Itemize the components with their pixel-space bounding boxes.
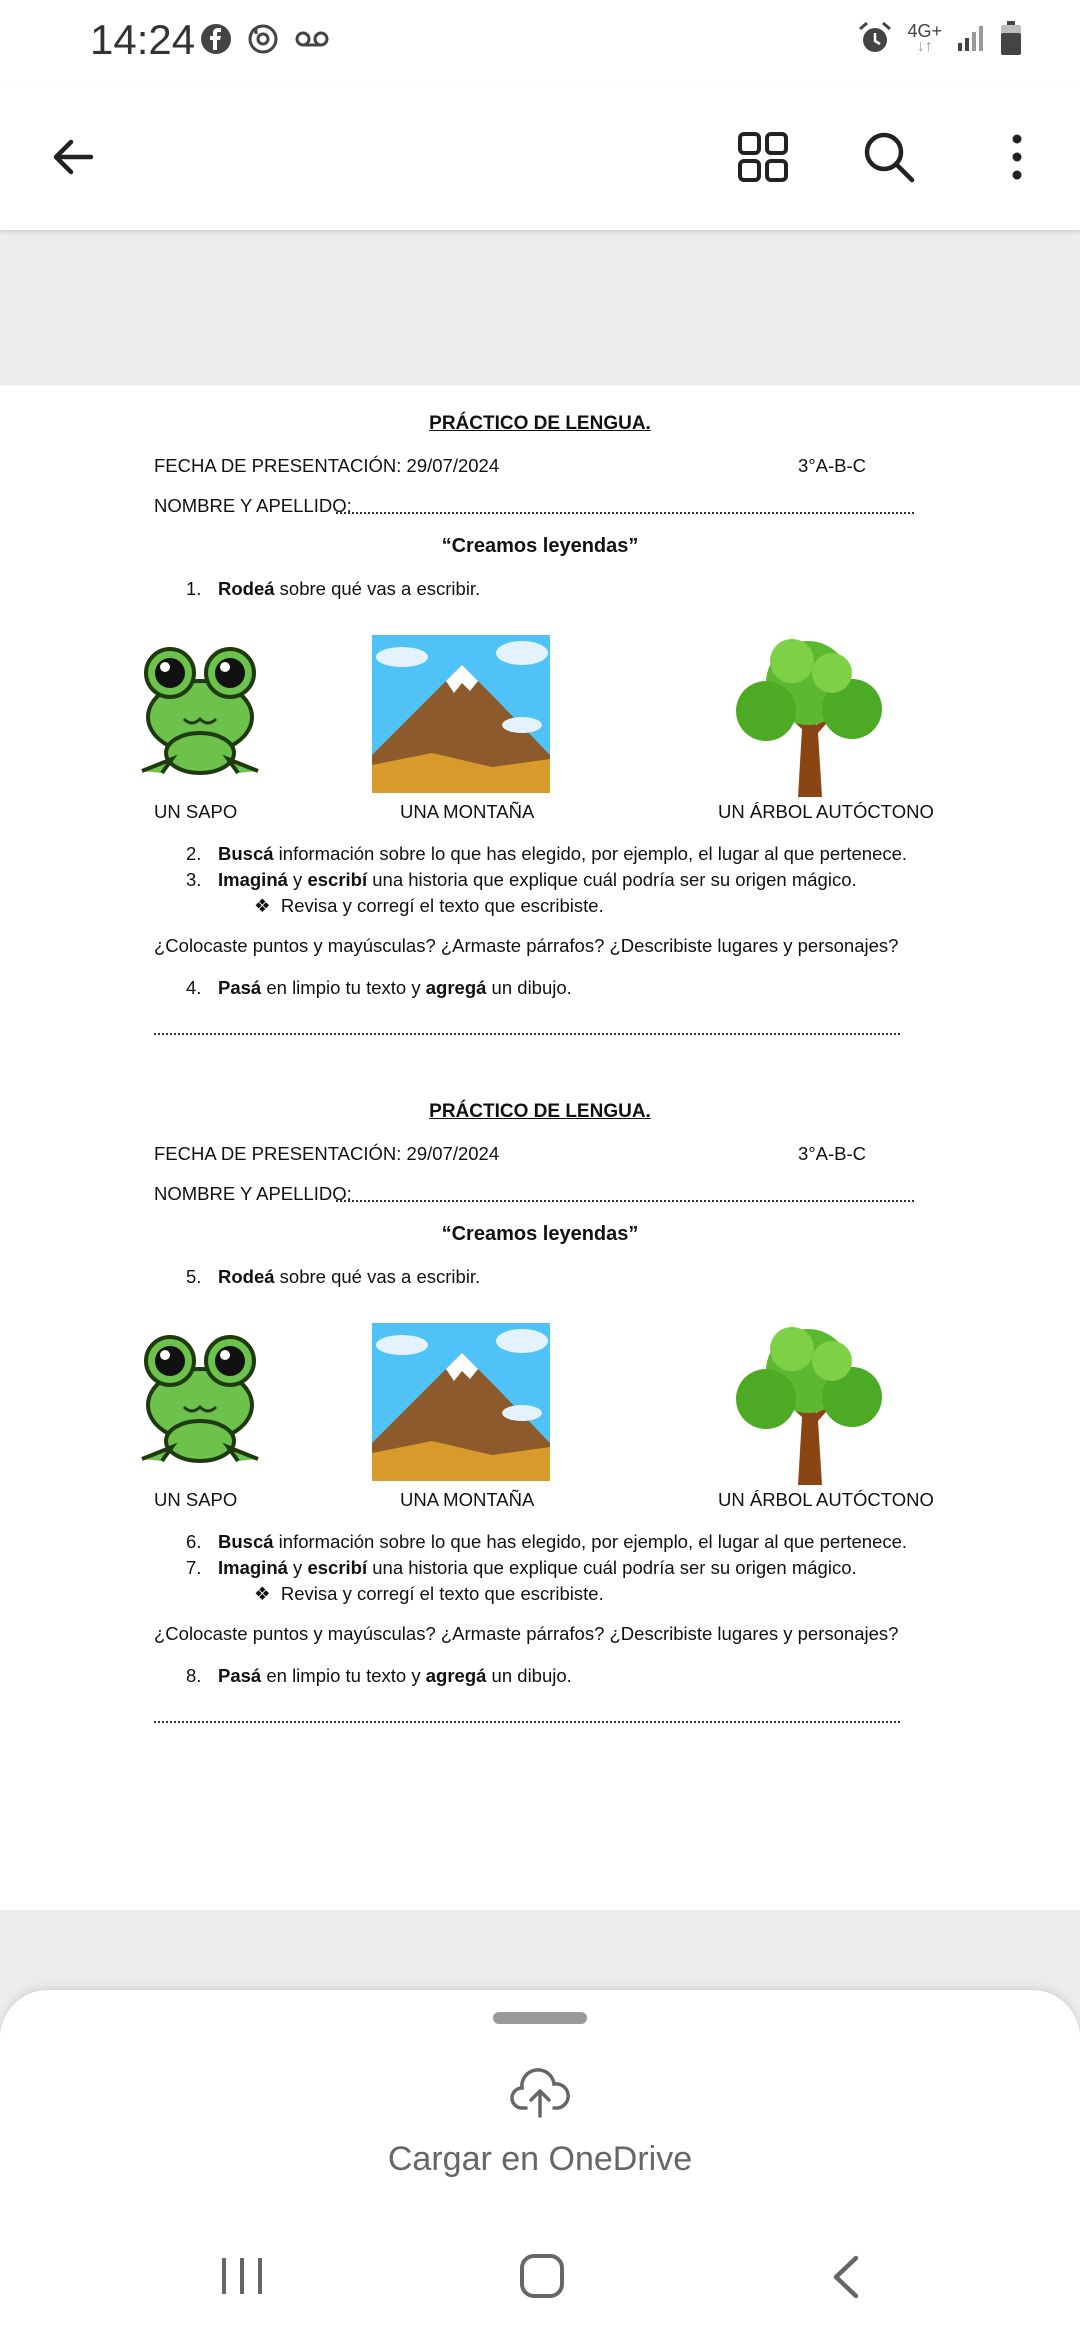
sync-icon [246,22,280,56]
more-vertical-icon [1007,133,1027,181]
app-toolbar [0,84,1080,230]
mountain-icon [372,1323,550,1481]
image-caption: UN ÁRBOL AUTÓCTONO [718,1489,934,1510]
presentation-date: FECHA DE PRESENTACIÓN: 29/07/2024 [154,1143,500,1164]
instruction-item: 3. Imaginá y escribí una historia que explique cuál podría ser su origen mágico. [186,869,857,890]
system-icons [857,20,1022,56]
diamond-bullet-icon: ❖ [254,1583,281,1604]
tree-icon [728,633,888,797]
name-dotted-line [336,512,914,514]
writing-dotted-line [154,1033,900,1035]
review-questions: ¿Colocaste puntos y mayúsculas? ¿Armaste párrafos? ¿Describiste lugares y personajes? [154,1623,899,1644]
instruction-item: 4. Pasá en limpio tu texto y agregá un dibujo. [186,977,572,998]
name-dotted-line [336,1200,914,1202]
upload-onedrive-button[interactable] [340,2060,740,2200]
review-questions: ¿Colocaste puntos y mayúsculas? ¿Armaste párrafos? ¿Describiste lugares y personajes? [154,935,899,956]
instruction-item: 2. Buscá información sobre lo que has elegido, por ejemplo, el lugar al que pertenece. [186,843,908,864]
back-button[interactable] [38,122,108,192]
grid-view-button[interactable] [728,122,798,192]
status-time: 14:24 [90,16,196,63]
worksheet-title: PRÁCTICO DE LENGUA. [429,413,651,434]
image-caption: UN SAPO [154,801,238,822]
name-label: NOMBRE Y APELLIDO: [154,1183,352,1204]
cloud-upload-icon [510,2068,570,2120]
search-button[interactable] [854,122,924,192]
recents-icon[interactable] [218,2254,266,2298]
mountain-icon [372,635,550,793]
instruction-item: 7. Imaginá y escribí una historia que explique cuál podría ser su origen mágico. [186,1557,857,1578]
home-icon[interactable] [518,2252,566,2300]
name-label: NOMBRE Y APELLIDO: [154,495,352,516]
system-navigation-bar [0,2220,1080,2340]
notification-icons [200,22,330,56]
status-bar [0,0,1080,84]
presentation-date: FECHA DE PRESENTACIÓN: 29/07/2024 [154,455,500,476]
upload-label: Cargar en OneDrive [387,2140,693,2178]
frog-icon [132,641,268,777]
image-caption: UNA MONTAÑA [400,801,535,822]
search-icon [862,130,916,184]
instruction-item: 8. Pasá en limpio tu texto y agregá un dibujo. [186,1665,572,1686]
bullet-item: ❖ Revisa y corregí el texto que escribiste. [254,1583,604,1604]
frog-icon [132,1329,268,1465]
worksheet-subtitle: “Creamos leyendas” [441,535,639,557]
document-page[interactable] [0,385,1080,1910]
facebook-icon [200,23,232,55]
grade-label: 3°A-B-C [798,455,867,476]
image-caption: UN SAPO [154,1489,238,1510]
network-4g-icon: 4G+ ↓↑ [907,21,942,55]
image-caption: UNA MONTAÑA [400,1489,535,1510]
grid-icon [737,131,789,183]
writing-dotted-line [154,1721,900,1723]
diamond-bullet-icon: ❖ [254,895,281,916]
instruction-item: 1. Rodeá sobre qué vas a escribir. [186,578,481,599]
bullet-item: ❖ Revisa y corregí el texto que escribiste. [254,895,604,916]
alarm-icon [857,20,893,56]
battery-icon [1000,20,1022,56]
worksheet-subtitle: “Creamos leyendas” [441,1223,639,1245]
arrow-left-icon [49,133,97,181]
more-options-button[interactable] [982,122,1052,192]
network-label: 4G+ [907,21,942,41]
instruction-item: 6. Buscá información sobre lo que has elegido, por ejemplo, el lugar al que pertenece. [186,1531,908,1552]
voicemail-icon [294,27,330,51]
worksheet-title: PRÁCTICO DE LENGUA. [429,1101,651,1122]
sheet-drag-handle[interactable] [493,2012,587,2024]
tree-icon [728,1321,888,1485]
instruction-item: 5. Rodeá sobre qué vas a escribir. [186,1266,481,1287]
signal-icon [956,23,986,53]
back-chevron-icon[interactable] [830,2254,862,2300]
grade-label: 3°A-B-C [798,1143,867,1164]
image-caption: UN ÁRBOL AUTÓCTONO [718,801,934,822]
